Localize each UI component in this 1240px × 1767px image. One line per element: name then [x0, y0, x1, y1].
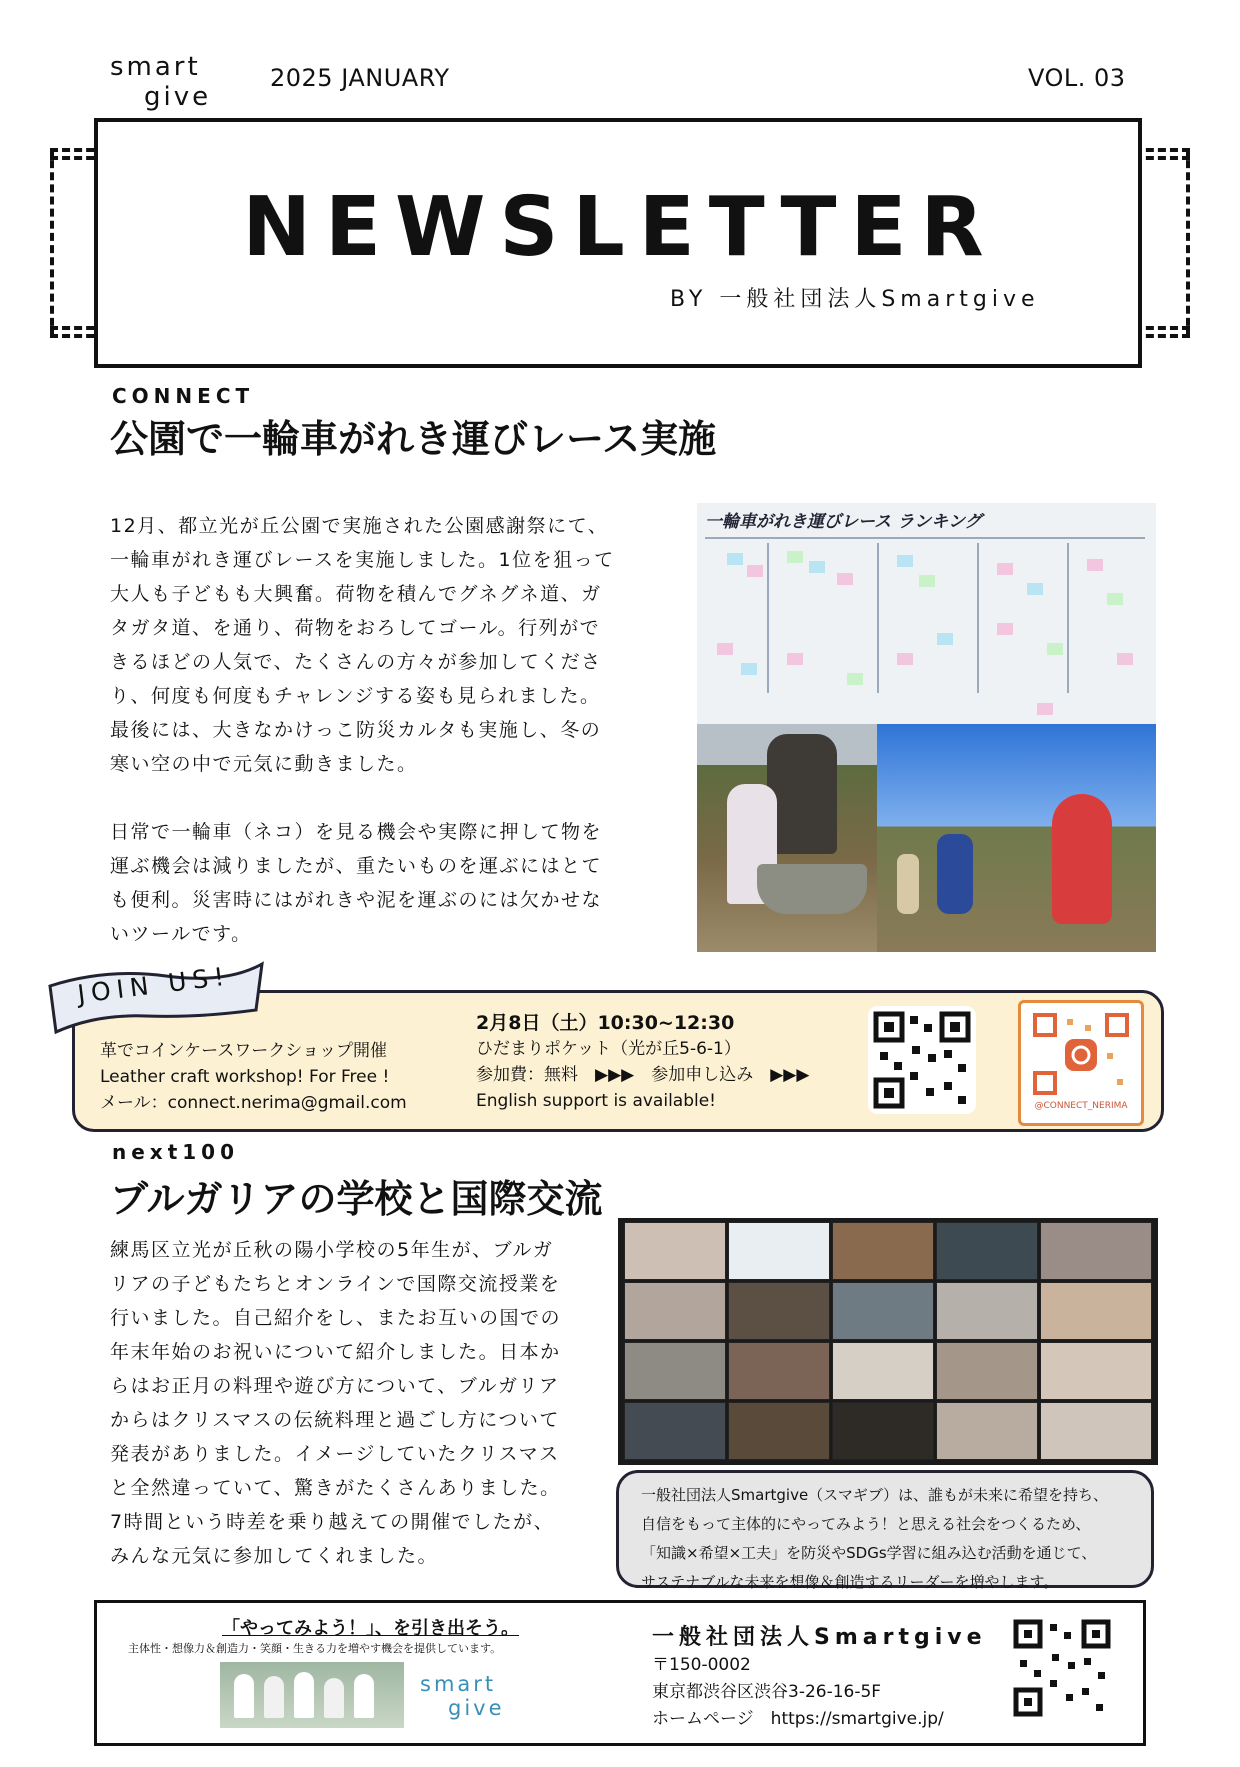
instagram-icon — [1021, 1003, 1141, 1099]
article2-body — [110, 1233, 610, 1573]
postal-code: 〒150-0002 — [652, 1655, 751, 1675]
issue-date: 2025 JANUARY — [270, 64, 450, 92]
english-support: English support is available! — [476, 1091, 716, 1111]
footer-logo — [420, 1672, 505, 1720]
article1-heading: 公園で一輪車がれき運びレース実施 — [110, 417, 717, 461]
article2-line: リアの子どもたちとオンラインで国際交流授業を — [110, 1273, 561, 1295]
street-address: 東京都渋谷区渋谷3-26-16-5F — [652, 1682, 882, 1702]
footer-org-name: 一般社団法人Smartgive — [652, 1625, 987, 1650]
article1-line: 寒い空の中で元気に動きました。 — [110, 753, 418, 775]
footer-subtagline: 主体性・想像力＆創造力・笑顔・生きる力を増やす機会を提供しています。 — [128, 1642, 502, 1655]
contact-email[interactable]: メール：connect.nerima@gmail.com — [100, 1093, 407, 1113]
wheelbarrow-photo — [697, 724, 877, 952]
video-call-screenshot — [618, 1218, 1158, 1465]
footer-logo-line1: smart — [420, 1672, 497, 1696]
about-organization — [616, 1470, 1154, 1591]
instagram-handle: @CONNECT_NERIMA — [1034, 1101, 1128, 1111]
instagram-qr-code[interactable] — [1018, 1000, 1144, 1126]
article2-line: からはクリスマスの伝統料理と過ごし方について — [110, 1409, 560, 1431]
workshop-place: ひだまりポケット（光が丘5-6-1） — [476, 1039, 741, 1059]
article1-line: 日常で一輪車（ネコ）を見る機会や実際に押して物を — [110, 821, 603, 843]
newsletter-subtitle: BY 一般社団法人Smartgive — [670, 287, 1040, 312]
newsletter-title: NEWSLETTER — [242, 180, 998, 275]
footer-tagline: 「やってみよう！」、を引き出そう。 — [222, 1618, 519, 1639]
workshop-fee: 参加費：無料 ▶▶▶ 参加申し込み ▶▶▶ — [476, 1065, 810, 1085]
logo-line2: give — [144, 82, 212, 112]
homepage-label: ホームページ — [652, 1709, 754, 1729]
about-line: 一般社団法人Smartgive（スマギブ）は、誰もが未来に希望を持ち、 — [641, 1486, 1109, 1504]
workshop-title-en: Leather craft workshop! For Free ! — [100, 1067, 390, 1087]
article1-line: きるほどの人気で、たくさんの方々が参加してくださ — [110, 651, 602, 673]
logo-line1: smart — [110, 52, 201, 82]
article1-line: いツールです。 — [110, 923, 252, 945]
issue-volume: VOL. 03 — [1028, 64, 1126, 92]
group-photo — [220, 1662, 404, 1728]
signup-qr-code[interactable] — [868, 1006, 976, 1114]
section-kicker-next100: next100 — [112, 1140, 240, 1164]
about-line: サステナブルな未来を想像＆創造するリーダーを増やします。 — [641, 1573, 1059, 1591]
ranking-board-photo — [697, 503, 1156, 724]
article1-line: 一輪車がれき運びレースを実施しました。1位を狙って — [110, 549, 615, 571]
article2-line: 7時間という時差を乗り越えての開催でしたが、 — [110, 1511, 555, 1533]
article1-line: タガタ道、を通り、荷物をおろしてゴール。行列がで — [110, 617, 601, 639]
article1-body — [110, 509, 670, 951]
about-line: 自信をもって主体的にやってみよう！と思える社会をつくるため、 — [641, 1515, 1091, 1533]
smartgive-logo — [110, 52, 211, 112]
article1-line: 大人も子どもも大興奮。荷物を積んでグネグネ道、ガ — [110, 583, 602, 605]
article2-line: 発表がありました。イメージしていたクリスマス — [110, 1443, 560, 1465]
join-us-label: JOIN US! — [76, 961, 232, 1009]
homepage-link[interactable]: https://smartgive.jp/ — [770, 1709, 944, 1729]
article2-line: 行いました。自己紹介をし、またお互いの国での — [110, 1307, 562, 1329]
website-qr-code[interactable] — [1012, 1618, 1112, 1718]
footer-logo-line2: give — [448, 1696, 505, 1720]
article2-line: と全然違っていて、驚きがたくさんありました。 — [110, 1477, 561, 1499]
article1-line: 12月、都立光が丘公園で実施された公園感謝祭にて、 — [110, 515, 609, 537]
article2-line: 年末年始のお祝いについて紹介しました。日本か — [110, 1341, 561, 1363]
article2-line: みんな元気に参加してくれました。 — [110, 1545, 439, 1567]
article2-heading: ブルガリアの学校と国際交流 — [110, 1177, 603, 1221]
article2-line: 練馬区立光が丘秋の陽小学校の5年生が、ブルガ — [110, 1239, 554, 1261]
section-kicker-connect: CONNECT — [112, 384, 255, 408]
article1-line: 最後には、大きなかけっこ防災カルタも実施し、冬の — [110, 719, 602, 741]
footer-address — [652, 1652, 944, 1733]
workshop-datetime: 2月8日（土）10:30~12:30 — [476, 1012, 735, 1034]
homepage-row — [652, 1706, 944, 1733]
board-heading: 一輪車がれき運びレース ランキング — [705, 512, 982, 532]
article1-line: も便利。災害時にはがれきや泥を運ぶのには欠かせな — [110, 889, 603, 911]
workshop-details — [476, 1010, 809, 1114]
about-line: 「知識×希望×工夫」を防災やSDGs学習に組み込む活動を通じて、 — [641, 1544, 1097, 1562]
qr-icon — [1012, 1618, 1112, 1718]
qr-icon — [868, 1006, 976, 1114]
park-event-photo — [877, 724, 1156, 952]
article1-line: 運ぶ機会は減りましたが、重たいものを運ぶにはとて — [110, 855, 603, 877]
article2-line: らはお正月の料理や遊び方について、ブルガリア — [110, 1375, 560, 1397]
workshop-info — [100, 1038, 407, 1116]
workshop-title-ja: 革でコインケースワークショップ開催 — [100, 1041, 387, 1061]
article1-line: り、何度も何度もチャレンジする姿も見られました。 — [110, 685, 601, 707]
